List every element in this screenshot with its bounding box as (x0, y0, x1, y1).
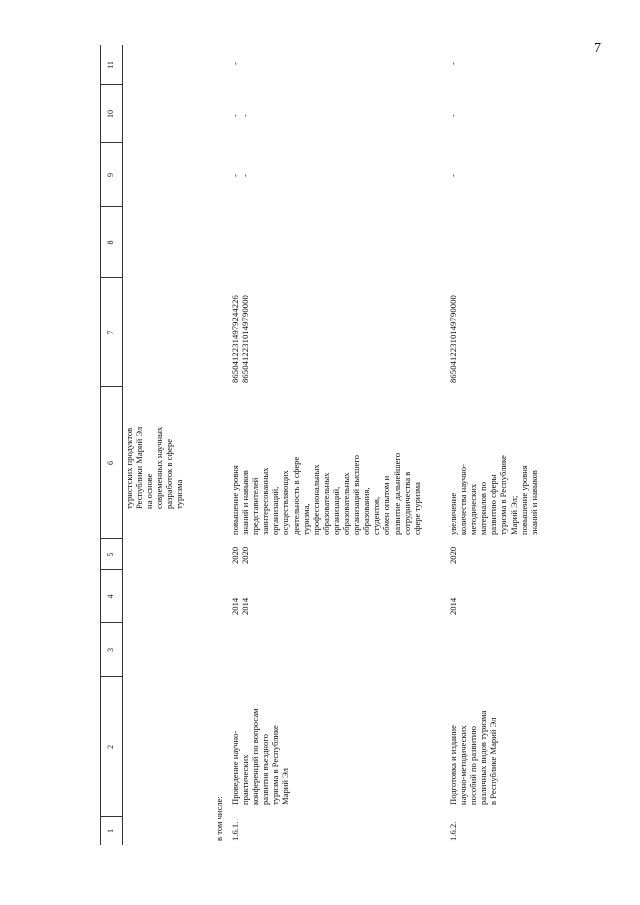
col11-value: - (448, 62, 458, 65)
end-year: 2020 2020 (230, 546, 251, 564)
column-number: 7 (106, 330, 115, 335)
column-number: 1 (106, 829, 115, 833)
row-number: 1.6.1. (230, 821, 240, 841)
start-year: 2014 2014 (230, 597, 251, 615)
row-number: 1.6.2. (448, 821, 458, 841)
column-number: 9 (106, 173, 115, 177)
column-number: 8 (106, 240, 115, 245)
budget-code: 86504122310149790000 (448, 295, 458, 383)
column-number: 6 (106, 461, 115, 465)
end-year: 2020 (448, 546, 458, 564)
budget-code: 86504122314979244226 86504122310149790000 (230, 295, 251, 383)
measure-name: Проведение научно- практических конференций по вопросам развития въездного туризма в Республике Марий Эл (230, 708, 291, 805)
table-top-border (100, 45, 101, 845)
col9-value: - - (230, 174, 251, 177)
start-year: 2014 (448, 597, 458, 615)
continued-result-text: туристских продуктов Республики Марий Эл на основе современных научных разработок в сфере туризма (124, 426, 185, 509)
column-number: 4 (106, 594, 115, 599)
expected-result: увеличение количества научно- методических материалов по развитию сферы туризма в Республике Марий Эл; повышение уровня знаний и навыков (448, 455, 539, 535)
col9-value: - (448, 174, 458, 177)
col11-value: - (230, 62, 240, 65)
rotated-table (100, 45, 560, 845)
col10-value: - - (230, 114, 251, 117)
col10-value: - (448, 114, 458, 117)
subheading: в том числе: (214, 796, 224, 841)
measure-name: Подготовка и издание научно-методических пособий по развитию различных видов туризма в Республике Марий Эл (448, 710, 499, 805)
column-number: 11 (106, 61, 115, 69)
column-number: 3 (106, 648, 115, 652)
column-number: 2 (106, 745, 115, 749)
column-number: 5 (106, 552, 115, 557)
column-number: 10 (106, 110, 115, 118)
page-number: 7 (594, 41, 601, 56)
expected-result: повышение уровня знаний и навыков представителей заинтересованных организаций, осуществляющих деятельность в сфере туризма, профессиональных образовательных организаций, образовательных организаций высшего образования, студентов, обмен опытом и развитие дальнейшего сотрудничества в сфере туризма (230, 452, 422, 535)
header-bottom-border (122, 45, 123, 845)
